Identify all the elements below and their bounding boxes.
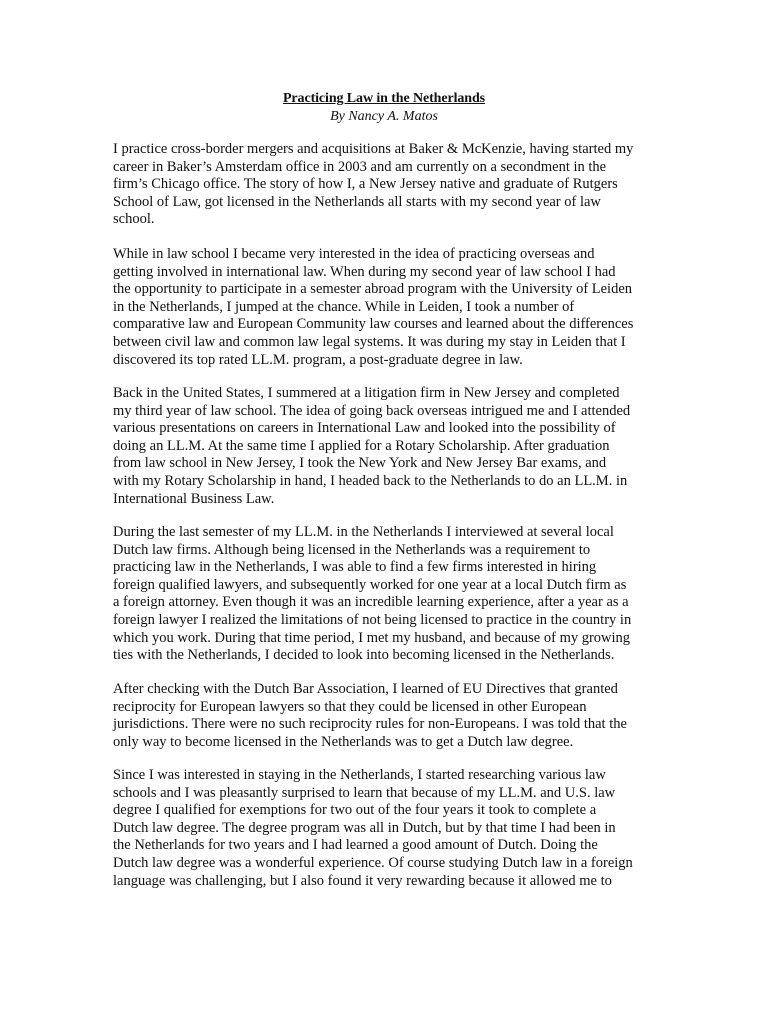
text-line: in the Netherlands, I jumped at the chance. While in Leiden, I took a number of <box>113 298 575 315</box>
text-line: International Business Law. <box>113 490 275 507</box>
text-line: Dutch law firms. Although being licensed in the Netherlands was a requirement to <box>113 541 591 558</box>
paragraph-5 <box>113 681 658 751</box>
text-line: reciprocity for European lawyers so that they could be licensed in other European <box>113 698 587 715</box>
text-line: jurisdictions. There were no such reciprocity rules for non-Europeans. I was told that the <box>113 716 627 733</box>
paragraph-4 <box>113 524 658 665</box>
paragraph-3 <box>113 385 658 508</box>
text-line: firm’s Chicago office. The story of how I, a New Jersey native and graduate of Rutgers <box>113 176 618 193</box>
text-line: career in Baker’s Amsterdam office in 2003 and am currently on a secondment in the <box>113 158 607 175</box>
text-line: with my Rotary Scholarship in hand, I headed back to the Netherlands to do an LL.M. in <box>113 472 628 489</box>
text-line: Back in the United States, I summered at a litigation firm in New Jersey and completed <box>113 385 620 401</box>
text-line: I practice cross-border mergers and acquisitions at Baker & McKenzie, having started my <box>113 141 634 157</box>
text-line: foreign qualified lawyers, and subsequently worked for one year at a local Dutch firm as <box>113 576 627 593</box>
text-line: While in law school I became very interested in the idea of practicing overseas and <box>113 246 595 262</box>
text-line: my third year of law school. The idea of going back overseas intrigued me and I attended <box>113 402 631 419</box>
text-line: degree I qualified for exemptions for two out of the four years it took to complete a <box>113 802 597 819</box>
text-line: discovered its top rated LL.M. program, a post-graduate degree in law. <box>113 351 523 368</box>
text-line: the Netherlands for two years and I had learned a good amount of Dutch. Doing the <box>113 837 598 854</box>
text-line: Dutch law degree. The degree program was all in Dutch, but by that time I had been in <box>113 819 616 836</box>
document-title: Practicing Law in the Netherlands <box>282 91 486 106</box>
text-line: a foreign attorney. Even though it was an incredible learning experience, after a year as a <box>113 594 629 611</box>
text-line: schools and I was pleasantly surprised to learn that because of my LL.M. and U.S. law <box>113 784 616 801</box>
paragraph-1 <box>113 141 658 229</box>
text-line: getting involved in international law. When during my second year of law school I had <box>113 263 616 280</box>
text-line: comparative law and European Community law courses and learned about the differences <box>113 316 634 333</box>
text-line: language was challenging, but I also found it very rewarding because it allowed me to <box>113 872 612 889</box>
text-line: During the last semester of my LL.M. in the Netherlands I interviewed at several local <box>113 524 614 540</box>
text-line: only way to become licensed in the Netherlands was to get a Dutch law degree. <box>113 733 574 750</box>
text-line: Since I was interested in staying in the Netherlands, I started researching various law <box>113 767 606 783</box>
text-line: practicing law in the Netherlands, I was able to find a few firms interested in hiring <box>113 559 597 576</box>
text-line: various presentations on careers in International Law and looked into the possibility of <box>113 420 616 437</box>
document-byline: By Nancy A. Matos <box>330 109 438 124</box>
text-line: between civil law and common law legal systems. It was during my stay in Leiden that I <box>113 333 626 350</box>
text-line: doing an LL.M. At the same time I applied for a Rotary Scholarship. After graduation <box>113 437 610 454</box>
text-line: the opportunity to participate in a semester abroad program with the University of Leiden <box>113 281 633 298</box>
text-line: Dutch law degree was a wonderful experience. Of course studying Dutch law in a foreign <box>113 854 633 871</box>
text-line: School of Law, got licensed in the Netherlands all starts with my second year of law <box>113 193 601 210</box>
paragraph-2 <box>113 246 658 369</box>
text-line: which you work. During that time period, I met my husband, and because of my growing <box>113 629 631 646</box>
text-line: After checking with the Dutch Bar Association, I learned of EU Directives that granted <box>113 681 618 697</box>
paragraph-6 <box>113 767 658 890</box>
text-line: school. <box>113 211 155 228</box>
text-line: from law school in New Jersey, I took the New York and New Jersey Bar exams, and <box>113 455 607 472</box>
text-line: foreign lawyer I realized the limitations of not being licensed to practice in the country in <box>113 611 632 628</box>
text-line: ties with the Netherlands, I decided to look into becoming licensed in the Netherlands. <box>113 647 615 664</box>
